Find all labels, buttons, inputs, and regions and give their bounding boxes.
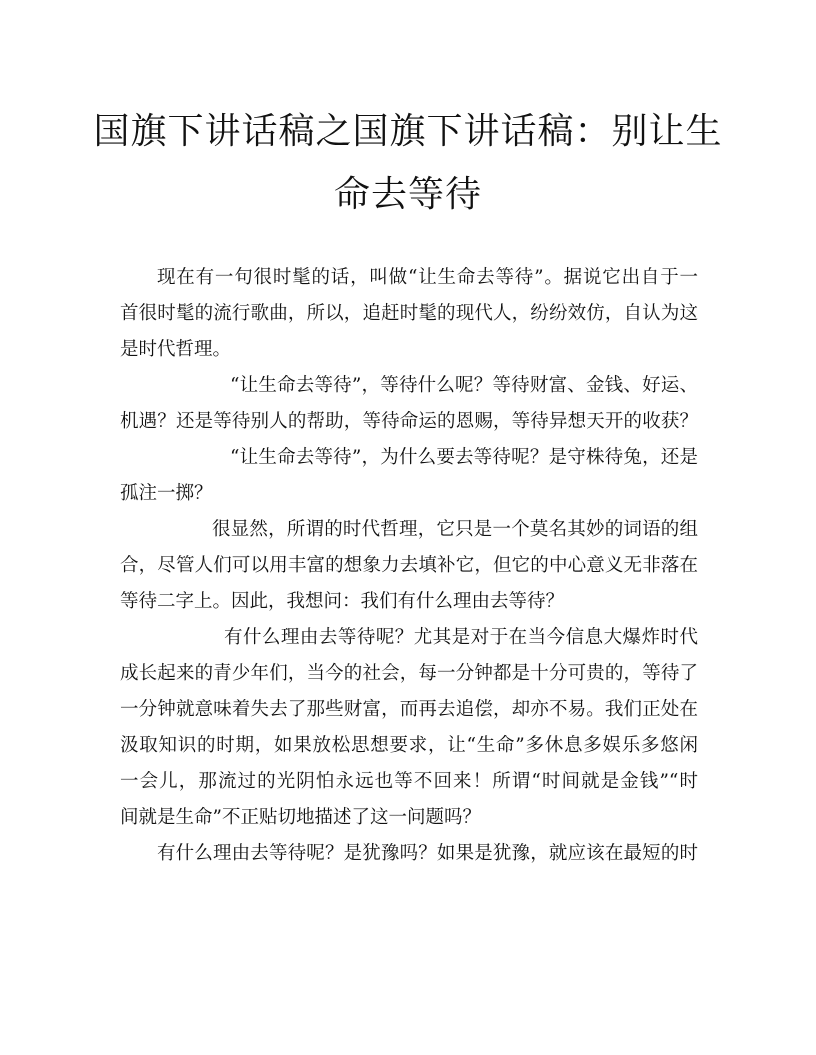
body-line: 孤注一掷？ xyxy=(120,483,213,504)
body-line: 间就是生命”不正贴切地描述了这一问题吗？ xyxy=(120,807,481,828)
body-line: 成长起来的青少年们，当今的社会，每一分钟都是十分可贵的，等待了 xyxy=(120,663,698,684)
document-title-line-1: 国旗下讲话稿之国旗下讲话稿：别让生 xyxy=(93,111,723,152)
document-title-line-2: 命去等待 xyxy=(333,174,482,215)
body-line: 是时代哲理。 xyxy=(120,339,232,360)
body-line: 等待二字上。因此，我想问：我们有什么理由去等待？ xyxy=(120,591,565,612)
body-line: 很显然，所谓的时代哲理，它只是一个莫名其妙的词语的组 xyxy=(212,519,698,540)
body-line: 汲取知识的时期，如果放松思想要求，让“生命”多休息多娱乐多悠闲 xyxy=(120,735,698,756)
document-body xyxy=(120,260,698,872)
body-line: 有什么理由去等待呢？是犹豫吗？如果是犹豫，就应该在最短的时 xyxy=(157,843,698,864)
body-line: 机遇？还是等待别人的帮助，等待命运的恩赐，等待异想天开的收获？ xyxy=(120,411,698,432)
body-line: 一分钟就意味着失去了那些财富，而再去追偿，却亦不易。我们正处在 xyxy=(120,699,698,720)
body-line: “让生命去等待”，等待什么呢？等待财富、金钱、好运、 xyxy=(230,375,698,396)
body-line: 合，尽管人们可以用丰富的想象力去填补它，但它的中心意义无非落在 xyxy=(120,555,698,576)
body-line: 首很时髦的流行歌曲，所以，追赶时髦的现代人，纷纷效仿，自认为这 xyxy=(120,303,698,324)
body-line: 一会儿，那流过的光阴怕永远也等不回来！所谓“时间就是金钱”“时 xyxy=(120,771,698,792)
body-line: 现在有一句很时髦的话，叫做“让生命去等待”。据说它出自于一 xyxy=(157,267,698,288)
body-line: “让生命去等待”，为什么要去等待呢？是守株待兔，还是 xyxy=(230,447,698,468)
body-line: 有什么理由去等待呢？尤其是对于在当今信息大爆炸时代 xyxy=(224,627,698,648)
